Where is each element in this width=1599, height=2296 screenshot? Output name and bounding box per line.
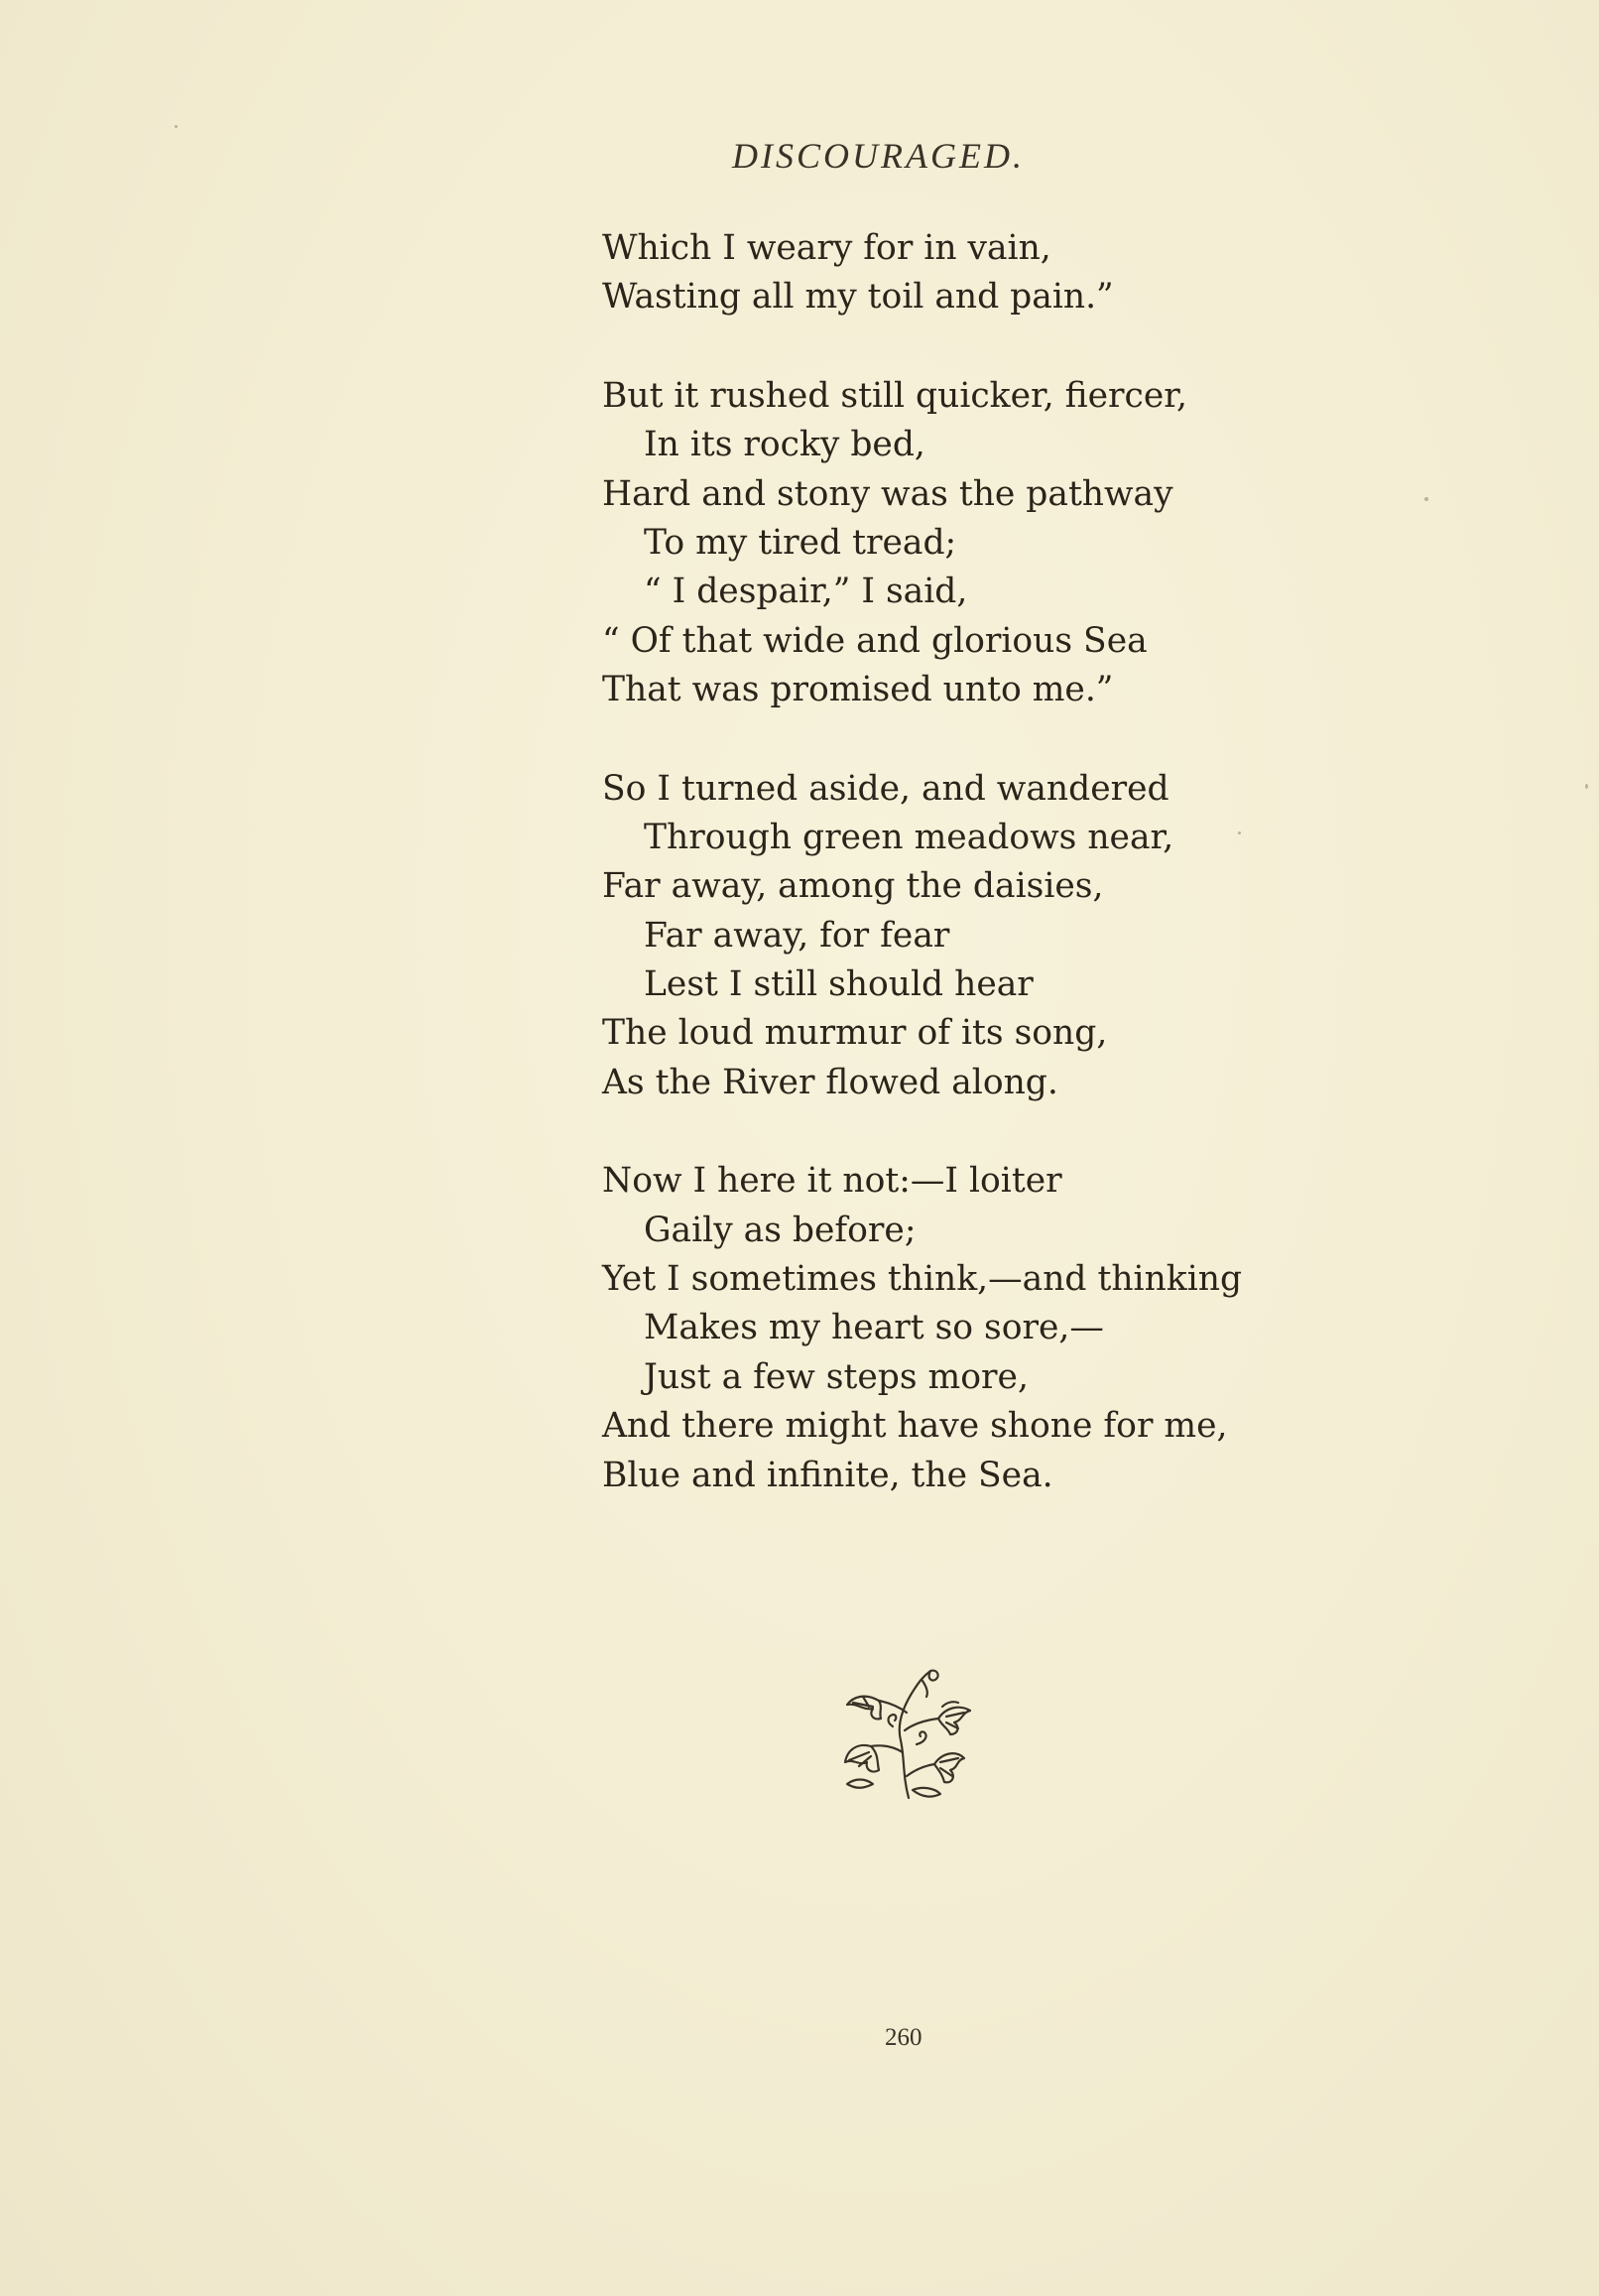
paper-speck [175,125,178,128]
poem-line: “ Of that wide and glorious Sea [602,620,1148,661]
poem-line-indented: Just a few steps more, [644,1356,1029,1397]
poem-line: Blue and infinite, the Sea. [602,1455,1053,1495]
stanza-3 [602,765,1495,1108]
poem-line: And there might have shone for me, [602,1406,1228,1447]
poem-line: Yet I sometimes think,—and thinking [602,1259,1243,1300]
poem-line: But it rushed still quicker, fiercer, [602,375,1187,416]
page-number: 260 [885,2024,922,2051]
stanza-4 [602,1157,1495,1500]
poem-line-indented: “ I despair,” I said, [644,572,968,612]
poem-line-indented: Gaily as before; [644,1210,917,1250]
poem-line: So I turned aside, and wandered [602,768,1169,809]
poem-line-indented: Makes my heart so sore,— [644,1308,1104,1348]
poem-line: Wasting all my toil and pain.” [602,277,1114,318]
poem-line: Far away, among the daisies, [602,866,1104,907]
paper-speck [1585,784,1588,789]
paper-speck [1238,831,1241,834]
poem-line: Hard and stony was the pathway [602,473,1173,514]
poem-line: The loud murmur of its song, [602,1013,1108,1054]
poem-line: Which I weary for in vain, [602,228,1051,268]
poem-line: Now I here it not:—I loiter [602,1161,1062,1202]
poem-line-indented: Lest I still should hear [644,964,1034,1005]
poem-line-indented: Through green meadows near, [644,817,1174,857]
floral-vine-ornament-icon [843,1667,974,1802]
poem-body [602,224,1495,1550]
poem-line-indented: To my tired tread; [644,522,957,563]
poem-line: That was promised unto me.” [602,670,1114,710]
poem-line: As the River flowed along. [602,1062,1058,1102]
stanza-1 [602,224,1495,322]
poem-line-indented: Far away, for fear [644,915,950,956]
poem-line-indented: In its rocky bed, [644,425,925,465]
running-title: DISCOURAGED. [732,136,1025,176]
stanza-2 [602,372,1495,715]
paper-speck [1424,497,1428,501]
